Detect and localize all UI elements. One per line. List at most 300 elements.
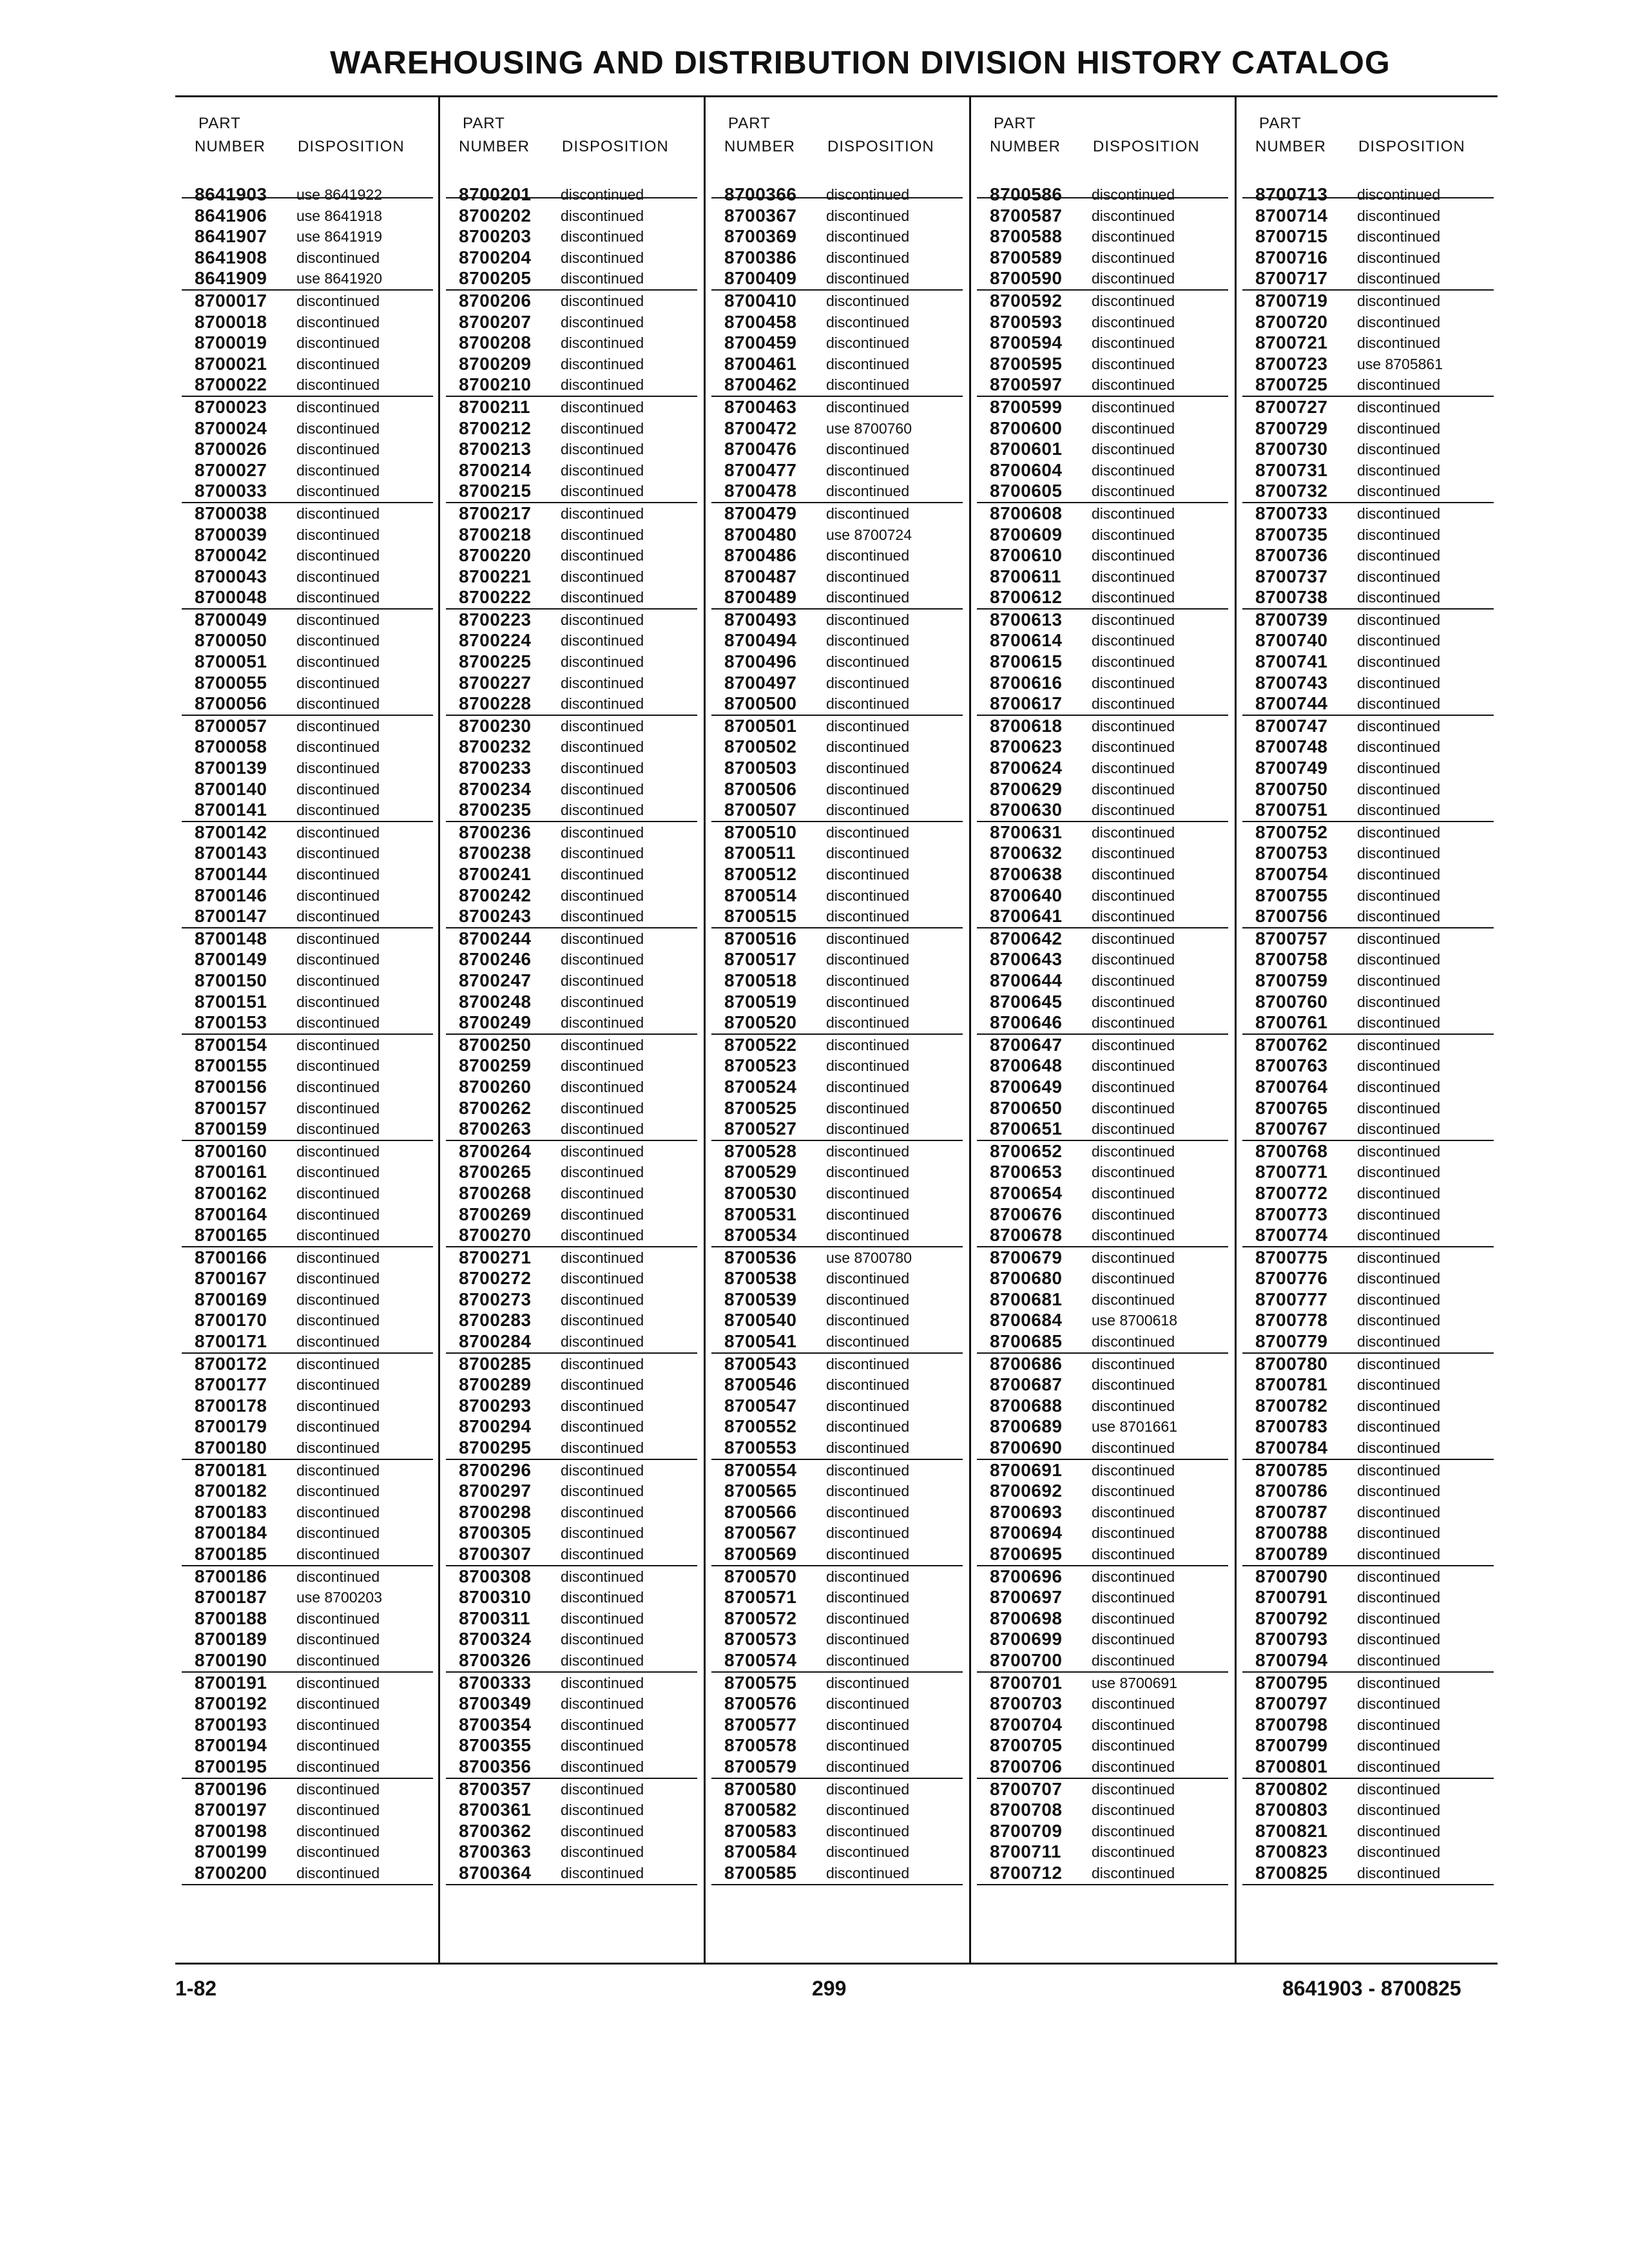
table-row — [439, 1310, 704, 1331]
table-row — [439, 800, 704, 821]
table-row — [970, 1841, 1235, 1863]
disposition: discontinued — [1357, 653, 1441, 671]
part-number: 8700522 — [724, 1034, 797, 1055]
table-row — [439, 1800, 704, 1821]
disposition: discontinued — [826, 547, 910, 564]
part-number: 8700243 — [459, 906, 532, 927]
part-number: 8700207 — [459, 311, 532, 332]
table-row — [175, 268, 439, 289]
table-row — [175, 397, 439, 418]
disposition: discontinued — [1092, 1695, 1175, 1713]
disposition: discontinued — [1357, 292, 1441, 309]
table-row — [1236, 1800, 1500, 1821]
column-header — [1236, 115, 1500, 186]
part-number: 8700208 — [459, 332, 532, 353]
disposition: discontinued — [296, 1461, 380, 1479]
column-header — [970, 115, 1235, 186]
table-row — [1236, 1268, 1500, 1289]
table-row — [705, 268, 969, 289]
part-number: 8700712 — [990, 1862, 1063, 1883]
disposition: discontinued — [826, 1291, 910, 1308]
part-number: 8700644 — [990, 970, 1063, 990]
table-row — [175, 1502, 439, 1523]
disposition: discontinued — [1092, 1631, 1175, 1648]
part-number: 8700516 — [724, 928, 797, 948]
disposition: discontinued — [561, 823, 644, 841]
disposition: discontinued — [296, 802, 380, 819]
part-number: 8700159 — [195, 1119, 267, 1139]
part-number: 8700357 — [459, 1778, 532, 1799]
part-number: 8700203 — [459, 226, 532, 247]
disposition: discontinued — [561, 1483, 644, 1500]
disposition: discontinued — [1357, 1014, 1441, 1032]
table-row — [439, 1715, 704, 1736]
disposition: discontinued — [826, 589, 910, 606]
disposition: discontinued — [1357, 887, 1441, 904]
part-number: 8700230 — [459, 715, 532, 736]
table-row — [439, 736, 704, 758]
header-disposition: DISPOSITION — [1358, 138, 1465, 155]
table-row — [175, 524, 439, 546]
disposition: discontinued — [561, 249, 644, 266]
disposition: discontinued — [296, 1036, 380, 1053]
table-row — [1236, 1374, 1500, 1396]
table-row — [970, 1098, 1235, 1119]
part-number: 8700227 — [459, 672, 532, 693]
part-number: 8700235 — [459, 800, 532, 820]
table-row — [705, 610, 969, 631]
row-group — [705, 1247, 969, 1354]
part-number: 8700213 — [459, 439, 532, 459]
footer-page-number: 299 — [812, 1977, 847, 2000]
table-row — [970, 1310, 1235, 1331]
disposition: discontinued — [561, 1461, 644, 1479]
table-row — [705, 1779, 969, 1800]
table-row — [175, 758, 439, 779]
part-number: 8700289 — [459, 1374, 532, 1395]
table-row — [175, 1162, 439, 1183]
disposition: discontinued — [1092, 228, 1175, 245]
disposition: discontinued — [826, 441, 910, 458]
part-number: 8700459 — [724, 332, 797, 353]
disposition: discontinued — [1357, 568, 1441, 585]
disposition: discontinued — [826, 1524, 910, 1542]
table-row — [1236, 1735, 1500, 1756]
table-row — [705, 1650, 969, 1671]
part-number: 8700056 — [195, 693, 267, 714]
header-disposition: DISPOSITION — [562, 138, 669, 155]
table-row — [175, 1673, 439, 1694]
disposition: discontinued — [826, 1120, 910, 1138]
part-number: 8700146 — [195, 885, 267, 905]
table-row — [970, 1141, 1235, 1162]
disposition: discontinued — [561, 1142, 644, 1160]
table-row — [1236, 545, 1500, 566]
disposition: discontinued — [826, 313, 910, 331]
table-row — [439, 1587, 704, 1608]
disposition: discontinued — [826, 1822, 910, 1840]
disposition: discontinued — [826, 568, 910, 585]
table-row — [705, 1204, 969, 1225]
disposition: discontinued — [1357, 1864, 1441, 1881]
part-number: 8700641 — [990, 906, 1063, 927]
part-number: 8700224 — [459, 630, 532, 651]
table-row — [705, 1841, 969, 1863]
table-row — [970, 736, 1235, 758]
part-number: 8700719 — [1255, 290, 1328, 311]
disposition: discontinued — [1357, 1376, 1441, 1394]
table-row — [970, 545, 1235, 566]
table-row — [970, 822, 1235, 843]
table-row — [175, 1841, 439, 1863]
part-number: 8700768 — [1255, 1140, 1328, 1161]
part-number: 8700554 — [724, 1459, 797, 1480]
disposition: discontinued — [561, 738, 644, 756]
disposition: discontinued — [296, 1610, 380, 1627]
disposition: discontinued — [1092, 717, 1175, 735]
part-number: 8700737 — [1255, 566, 1328, 586]
table-row — [439, 822, 704, 843]
part-number: 8700247 — [459, 970, 532, 990]
part-number: 8700546 — [724, 1374, 797, 1395]
part-number: 8700200 — [195, 1862, 267, 1883]
disposition: discontinued — [561, 1036, 644, 1053]
table-row — [439, 1460, 704, 1481]
disposition: discontinued — [826, 1461, 910, 1479]
disposition: discontinued — [296, 611, 380, 628]
part-number: 8700462 — [724, 374, 797, 395]
row-group — [970, 1247, 1235, 1354]
table-row — [705, 1715, 969, 1736]
table-row — [970, 1650, 1235, 1671]
table-row — [175, 460, 439, 481]
disposition: discontinued — [826, 1164, 910, 1181]
part-number: 8700715 — [1255, 226, 1328, 247]
table-row — [705, 693, 969, 715]
part-number: 8700584 — [724, 1841, 797, 1862]
table-row — [705, 1012, 969, 1033]
table-row — [705, 439, 969, 460]
disposition: discontinued — [561, 802, 644, 819]
part-number: 8700354 — [459, 1714, 532, 1735]
disposition: discontinued — [561, 207, 644, 224]
column-header — [175, 115, 439, 186]
disposition: discontinued — [1357, 1270, 1441, 1287]
part-number: 8700295 — [459, 1437, 532, 1458]
disposition: discontinued — [826, 270, 910, 287]
part-number: 8700717 — [1255, 268, 1328, 289]
part-number: 8700154 — [195, 1034, 267, 1055]
disposition: discontinued — [296, 1206, 380, 1223]
table-row — [1236, 1502, 1500, 1523]
table-row — [1236, 779, 1500, 800]
part-number: 8700026 — [195, 439, 267, 459]
part-number: 8700147 — [195, 906, 267, 927]
table-row — [705, 1331, 969, 1352]
disposition: discontinued — [296, 483, 380, 500]
table-row — [705, 1077, 969, 1098]
table-row — [175, 1012, 439, 1033]
row-group — [970, 503, 1235, 610]
part-number: 8700648 — [990, 1055, 1063, 1076]
disposition: discontinued — [296, 1312, 380, 1329]
table-row — [439, 184, 704, 206]
table-row — [705, 1374, 969, 1396]
table-row — [970, 247, 1235, 269]
table-row — [439, 1821, 704, 1842]
part-number: 8700752 — [1255, 822, 1328, 842]
part-number: 8700778 — [1255, 1310, 1328, 1331]
table-row — [1236, 566, 1500, 588]
table-row — [970, 673, 1235, 694]
disposition: discontinued — [296, 526, 380, 543]
table-row — [1236, 268, 1500, 289]
table-row — [1236, 800, 1500, 821]
row-group — [705, 184, 969, 291]
part-number: 8700310 — [459, 1587, 532, 1608]
disposition: discontinued — [1092, 1355, 1175, 1372]
table-row — [439, 1502, 704, 1523]
disposition: discontinued — [1092, 526, 1175, 543]
part-number: 8700567 — [724, 1523, 797, 1543]
table-row — [1236, 439, 1500, 460]
group-separator — [977, 1884, 1228, 1885]
disposition: discontinued — [1357, 1483, 1441, 1500]
part-number: 8700578 — [724, 1735, 797, 1756]
disposition: discontinued — [826, 1589, 910, 1606]
table-row — [705, 1289, 969, 1311]
part-number: 8700204 — [459, 247, 532, 267]
part-number: 8700355 — [459, 1735, 532, 1756]
catalog-column — [439, 95, 704, 1964]
table-row — [705, 1502, 969, 1523]
table-row — [439, 779, 704, 800]
disposition: discontinued — [1092, 1057, 1175, 1075]
table-row — [175, 1247, 439, 1269]
part-number: 8700802 — [1255, 1778, 1328, 1799]
table-row — [439, 397, 704, 418]
disposition: discontinued — [826, 1483, 910, 1500]
part-number: 8700141 — [195, 800, 267, 820]
disposition: discontinued — [1092, 1843, 1175, 1861]
row-group — [705, 928, 969, 1035]
disposition: discontinued — [1092, 1120, 1175, 1138]
part-number: 8700703 — [990, 1693, 1063, 1714]
disposition: discontinued — [1357, 1674, 1441, 1691]
part-number: 8700741 — [1255, 651, 1328, 672]
part-number: 8700151 — [195, 991, 267, 1012]
disposition: discontinued — [561, 1546, 644, 1562]
part-number: 8700575 — [724, 1672, 797, 1693]
part-number: 8700218 — [459, 524, 532, 544]
disposition: discontinued — [561, 526, 644, 543]
part-number: 8700186 — [195, 1566, 267, 1586]
part-number: 8700222 — [459, 587, 532, 608]
row-group — [175, 1354, 439, 1460]
disposition: discontinued — [826, 1864, 910, 1881]
part-number: 8700190 — [195, 1649, 267, 1670]
part-number: 8700265 — [459, 1162, 532, 1182]
table-row — [175, 885, 439, 907]
disposition: discontinued — [826, 1270, 910, 1287]
part-number: 8700701 — [990, 1672, 1063, 1693]
part-number: 8700156 — [195, 1076, 267, 1097]
part-number: 8700478 — [724, 481, 797, 501]
table-row — [705, 1673, 969, 1694]
disposition: discontinued — [561, 632, 644, 649]
part-number: 8700048 — [195, 587, 267, 608]
table-row — [175, 226, 439, 247]
disposition: discontinued — [561, 1758, 644, 1775]
table-row — [439, 1779, 704, 1800]
table-row — [439, 1204, 704, 1225]
part-number: 8700502 — [724, 736, 797, 757]
part-number: 8700632 — [990, 843, 1063, 863]
disposition: discontinued — [826, 802, 910, 819]
disposition: discontinued — [561, 292, 644, 309]
part-number: 8700767 — [1255, 1119, 1328, 1139]
disposition: discontinued — [561, 951, 644, 968]
table-row — [175, 354, 439, 375]
table-row — [705, 716, 969, 737]
part-number: 8700506 — [724, 778, 797, 799]
table-row — [970, 460, 1235, 481]
part-number: 8700706 — [990, 1756, 1063, 1776]
part-number: 8700594 — [990, 332, 1063, 353]
part-number: 8700686 — [990, 1353, 1063, 1374]
part-number: 8700576 — [724, 1693, 797, 1714]
disposition: discontinued — [1357, 717, 1441, 735]
disposition: discontinued — [826, 228, 910, 245]
column-rows — [970, 184, 1235, 1885]
disposition: discontinued — [826, 930, 910, 947]
disposition: discontinued — [296, 376, 380, 394]
row-group — [1236, 1673, 1500, 1779]
part-number: 8700801 — [1255, 1756, 1328, 1776]
disposition: discontinued — [296, 568, 380, 585]
disposition: discontinued — [561, 589, 644, 606]
part-number: 8700195 — [195, 1756, 267, 1776]
table-row — [970, 1715, 1235, 1736]
disposition: use 8701661 — [1092, 1418, 1178, 1436]
disposition: discontinued — [561, 1397, 644, 1414]
part-number: 8700160 — [195, 1140, 267, 1161]
table-row — [705, 1756, 969, 1778]
disposition: discontinued — [561, 483, 644, 500]
table-row — [175, 1735, 439, 1756]
row-group — [175, 503, 439, 610]
table-row — [439, 354, 704, 375]
catalog-column — [970, 95, 1235, 1964]
disposition: discontinued — [296, 1120, 380, 1138]
disposition: discontinued — [826, 1418, 910, 1436]
disposition: discontinued — [826, 1651, 910, 1669]
part-number: 8700527 — [724, 1119, 797, 1139]
part-number: 8700582 — [724, 1800, 797, 1820]
disposition: discontinued — [296, 1057, 380, 1075]
disposition: discontinued — [561, 376, 644, 394]
disposition: discontinued — [1357, 1312, 1441, 1329]
table-row — [705, 184, 969, 206]
part-number: 8700613 — [990, 609, 1063, 629]
part-number: 8700759 — [1255, 970, 1328, 990]
disposition: discontinued — [1092, 1610, 1175, 1627]
table-row — [175, 779, 439, 800]
disposition: discontinued — [296, 1439, 380, 1457]
part-number: 8700196 — [195, 1778, 267, 1799]
table-row — [970, 1035, 1235, 1056]
part-number: 8700756 — [1255, 906, 1328, 927]
part-number: 8700530 — [724, 1182, 797, 1203]
table-row — [970, 1481, 1235, 1502]
disposition: discontinued — [1092, 186, 1175, 203]
table-row — [175, 822, 439, 843]
part-number: 8700743 — [1255, 672, 1328, 693]
row-group — [439, 1779, 704, 1885]
table-row — [439, 1566, 704, 1588]
table-row — [175, 545, 439, 566]
table-row — [175, 439, 439, 460]
part-number: 8700514 — [724, 885, 797, 905]
table-row — [175, 184, 439, 206]
disposition: discontinued — [296, 1503, 380, 1521]
part-number: 8700051 — [195, 651, 267, 672]
disposition: use 8641919 — [296, 228, 383, 245]
header-number: NUMBER — [195, 138, 266, 155]
disposition: discontinued — [561, 1120, 644, 1138]
part-number: 8700367 — [724, 205, 797, 226]
disposition: discontinued — [296, 717, 380, 735]
disposition: discontinued — [1092, 972, 1175, 989]
part-number: 8700716 — [1255, 247, 1328, 267]
disposition: discontinued — [296, 1249, 380, 1266]
group-separator — [1242, 1884, 1494, 1885]
table-row — [705, 1566, 969, 1588]
part-number: 8700308 — [459, 1566, 532, 1586]
part-number: 8700783 — [1255, 1416, 1328, 1437]
row-group — [175, 1673, 439, 1779]
table-row — [970, 992, 1235, 1013]
disposition: discontinued — [561, 547, 644, 564]
table-row — [1236, 503, 1500, 524]
disposition: discontinued — [1357, 1355, 1441, 1372]
table-row — [1236, 928, 1500, 950]
row-group — [970, 397, 1235, 503]
table-row — [1236, 906, 1500, 927]
part-number: 8700493 — [724, 609, 797, 629]
disposition: discontinued — [561, 611, 644, 628]
disposition: discontinued — [296, 1758, 380, 1775]
table-row — [439, 1481, 704, 1502]
part-number: 8700161 — [195, 1162, 267, 1182]
disposition: discontinued — [296, 1780, 380, 1798]
table-row — [970, 928, 1235, 950]
disposition: discontinued — [296, 1674, 380, 1691]
table-row — [705, 1587, 969, 1608]
table-row — [705, 460, 969, 481]
part-number: 8700538 — [724, 1268, 797, 1289]
table-row — [1236, 758, 1500, 779]
part-number: 8700777 — [1255, 1289, 1328, 1309]
part-number: 8700624 — [990, 758, 1063, 778]
table-row — [705, 1437, 969, 1459]
part-number: 8700055 — [195, 672, 267, 693]
part-number: 8700199 — [195, 1841, 267, 1862]
table-row — [970, 1289, 1235, 1311]
part-number: 8700270 — [459, 1225, 532, 1245]
disposition: discontinued — [296, 1184, 380, 1202]
table-row — [439, 1012, 704, 1033]
